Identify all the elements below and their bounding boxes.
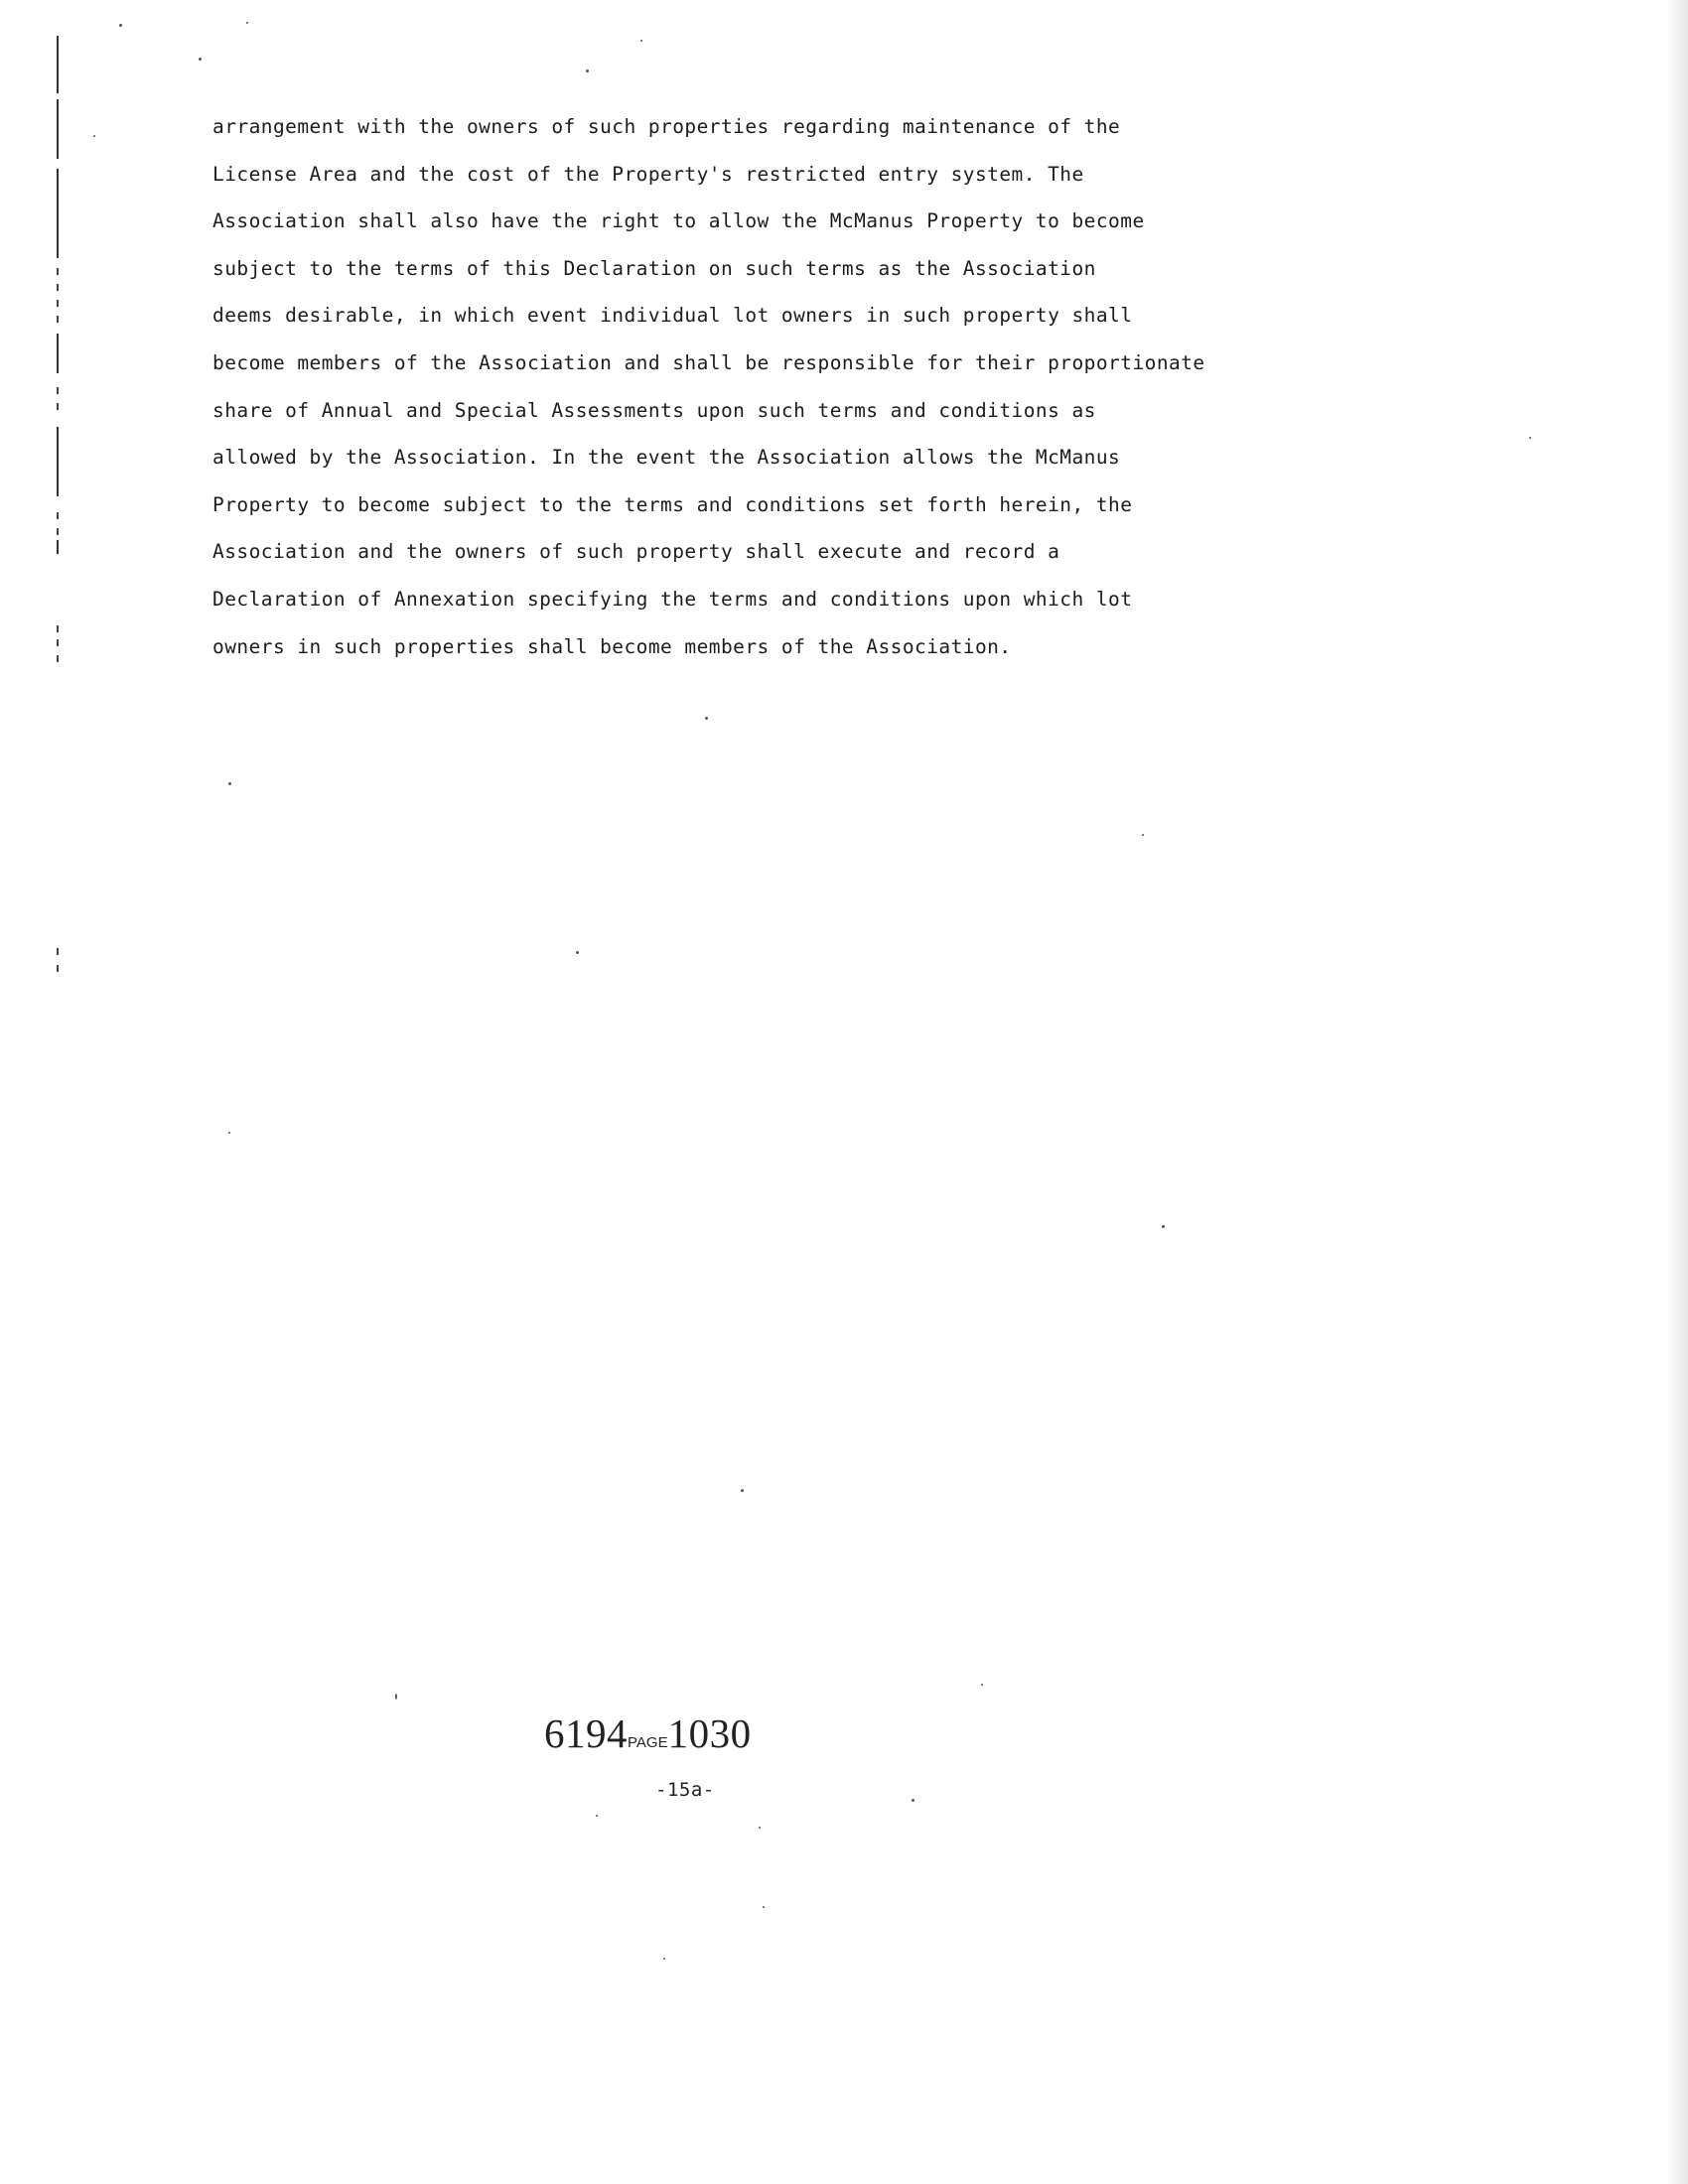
scan-speck [228, 782, 231, 785]
text-line: owners in such properties shall become members of the Association. [212, 634, 1012, 658]
margin-line [57, 99, 59, 159]
scan-speck [1162, 1225, 1165, 1228]
margin-line [57, 540, 59, 554]
margin-dash [57, 268, 59, 275]
margin-dash [57, 965, 59, 972]
margin-dash [57, 300, 59, 307]
text-line: share of Annual and Special Assessments upon such terms and conditions as [212, 398, 1096, 422]
scan-speck [576, 951, 579, 954]
text-line: become members of the Association and shall be responsible for their proportionate [212, 350, 1205, 374]
scan-speck [119, 24, 122, 27]
scan-speck [705, 717, 708, 720]
scan-edge-shadow [1666, 0, 1688, 2184]
margin-dash [57, 528, 59, 535]
scan-speck [663, 1958, 665, 1960]
scan-speck [93, 135, 95, 137]
margin-dash [57, 639, 59, 646]
page-label: PAGE [628, 1734, 668, 1751]
scan-speck [199, 58, 202, 61]
text-line: Property to become subject to the terms and conditions set forth herein, the [212, 492, 1133, 516]
scan-speck [912, 1799, 914, 1802]
scan-speck [586, 69, 589, 72]
text-line: allowed by the Association. In the event the Association allows the McManus [212, 446, 1121, 470]
scan-speck [1142, 834, 1144, 836]
scan-speck [763, 1906, 765, 1908]
scan-speck [1529, 437, 1531, 439]
text-line: Association and the owners of such property shall execute and record a [212, 540, 1060, 564]
margin-line [57, 427, 59, 496]
margin-dash [57, 655, 59, 662]
scan-speck [741, 1489, 744, 1492]
text-line: arrangement with the owners of such properties regarding maintenance of the [212, 115, 1121, 138]
text-line: Association shall also have the right to allow the McManus Property to become [212, 209, 1145, 233]
book-page-stamp [544, 1709, 752, 1757]
paragraph-text [212, 103, 1325, 670]
text-line: deems desirable, in which event individual lot owners in such property shall [212, 304, 1133, 328]
book-number: 6194 [544, 1710, 628, 1756]
margin-dash [57, 284, 59, 291]
recording-page-number: 1030 [667, 1710, 752, 1756]
margin-dash [57, 512, 59, 519]
page-number: -15a- [655, 1779, 715, 1801]
margin-dash [57, 625, 59, 632]
scan-speck [395, 1694, 397, 1700]
text-line: Declaration of Annexation specifying the terms and conditions upon which lot [212, 587, 1133, 611]
scan-speck [759, 1827, 761, 1829]
scan-speck [246, 22, 248, 24]
text-line: subject to the terms of this Declaration on such terms as the Association [212, 256, 1096, 280]
margin-line [57, 169, 59, 258]
margin-dash [57, 316, 59, 323]
scan-speck [640, 40, 642, 42]
margin-dash [57, 948, 59, 955]
margin-line [57, 334, 59, 373]
margin-line [57, 36, 59, 93]
margin-dash [57, 387, 59, 394]
scan-speck [981, 1684, 983, 1686]
text-line: License Area and the cost of the Property's restricted entry system. The [212, 162, 1084, 186]
margin-dash [57, 403, 59, 410]
scan-speck [596, 1815, 598, 1817]
scan-speck [228, 1132, 230, 1134]
